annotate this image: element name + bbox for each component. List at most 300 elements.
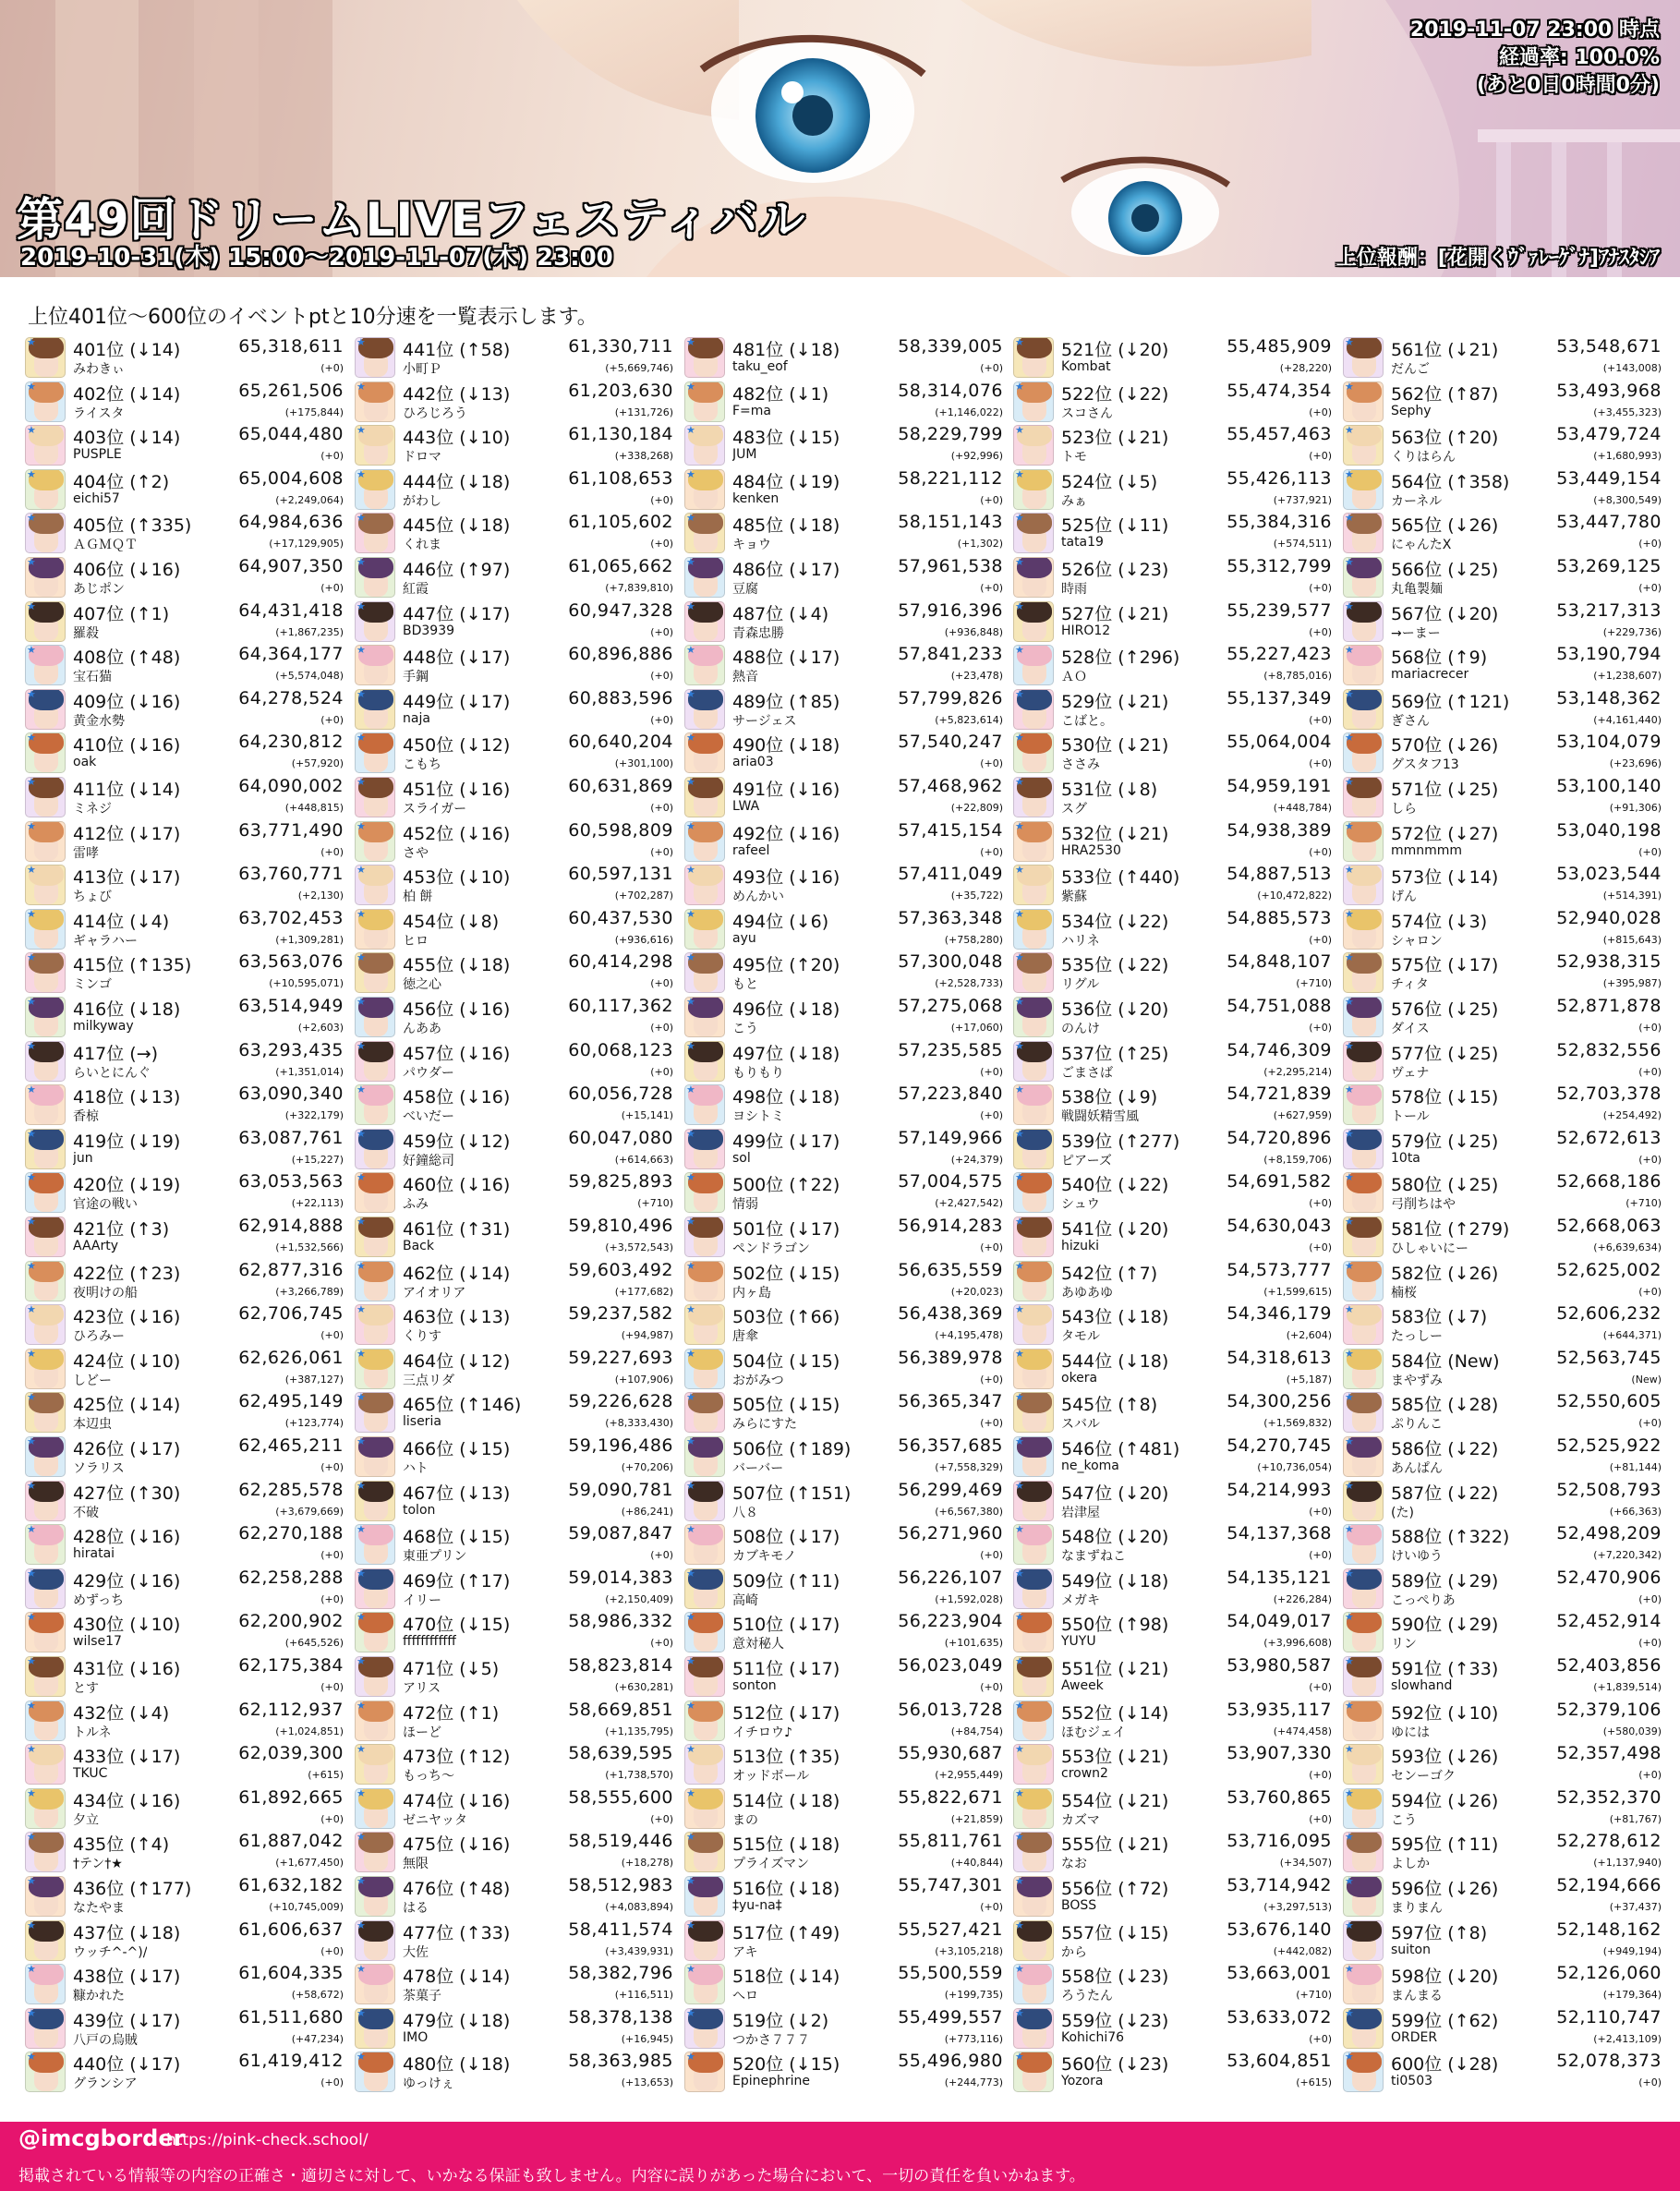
- rank-label: 418位 (↓13): [73, 1087, 181, 1108]
- rank-label: 584位 (New): [1391, 1350, 1500, 1372]
- ten-minute-speed: (+23,478): [950, 670, 1003, 683]
- ranking-entry: [1013, 1434, 1336, 1479]
- ten-minute-speed: (+3,572,543): [605, 1241, 673, 1253]
- event-points: 61,065,662: [568, 556, 673, 576]
- star-icon: ★: [27, 865, 36, 877]
- idol-avatar-icon: [1343, 1261, 1384, 1301]
- ten-minute-speed: (+66,363): [1609, 1505, 1662, 1518]
- ten-minute-speed: (+0): [980, 1901, 1003, 1913]
- producer-name: ハリネ: [1061, 933, 1100, 949]
- ranking-entry: [355, 2050, 677, 2094]
- producer-name: よしか: [1391, 1857, 1430, 1872]
- rank-label: 560位 (↓23): [1061, 2054, 1169, 2076]
- idol-avatar-icon: [684, 425, 725, 466]
- ranking-entry: [25, 950, 347, 995]
- rank-label: 556位 (↑72): [1061, 1879, 1169, 1899]
- ten-minute-speed: (+1,024,851): [275, 1725, 344, 1737]
- producer-name: ほむジェイ: [1061, 1725, 1126, 1740]
- idol-avatar-icon: [1013, 1832, 1054, 1872]
- idol-avatar-icon: [1013, 1481, 1054, 1521]
- rank-label: 528位 (↑296): [1061, 648, 1180, 669]
- ranking-entry: [25, 1347, 347, 1391]
- rank-label: 563位 (↑20): [1391, 428, 1499, 449]
- producer-name: 糠かれた: [73, 1989, 125, 2004]
- ranking-entry: [25, 555, 347, 599]
- producer-name: liseria: [403, 1414, 441, 1430]
- star-icon: ★: [27, 468, 36, 480]
- rank-label: 452位 (↓16): [403, 823, 511, 844]
- producer-name: へロ: [732, 1989, 758, 2004]
- ten-minute-speed: (+0): [1638, 1592, 1662, 1605]
- ranking-entry: [25, 1170, 347, 1215]
- ranking-entry: [684, 1567, 1007, 1611]
- ten-minute-speed: (+514,391): [1602, 890, 1662, 902]
- idol-avatar-icon: [355, 513, 395, 553]
- ten-minute-speed: (+22,113): [291, 1197, 344, 1210]
- star-icon: ★: [1015, 820, 1024, 832]
- ranking-entry: [355, 1390, 677, 1434]
- idol-avatar-icon: [25, 1832, 66, 1872]
- rank-label: 404位 (↑2): [73, 471, 170, 492]
- ranking-entry: [25, 775, 347, 819]
- idol-avatar-icon: [1343, 469, 1384, 510]
- ten-minute-speed: (+0): [650, 1637, 673, 1650]
- event-points: 54,959,191: [1227, 776, 1332, 796]
- ranking-entry: [355, 907, 677, 951]
- idol-avatar-icon: [25, 952, 66, 993]
- producer-name: アリス: [403, 1681, 441, 1696]
- rank-label: 414位 (↓4): [73, 911, 170, 932]
- ranking-entry: [355, 1654, 677, 1699]
- producer-name: 手鋼: [403, 670, 429, 685]
- ranking-entry: [684, 1786, 1007, 1831]
- star-icon: ★: [686, 820, 695, 832]
- ranking-entry: [1013, 1039, 1336, 1083]
- ranking-entry: [25, 1083, 347, 1127]
- rank-label: 514位 (↓18): [732, 1790, 840, 1811]
- producer-name: Yozora: [1061, 2074, 1104, 2089]
- ranking-entry: [355, 467, 677, 512]
- ranking-entry: [684, 863, 1007, 907]
- rank-label: 431位 (↓16): [73, 1659, 181, 1679]
- ranking-entry: [355, 511, 677, 555]
- ranking-entry: [1013, 1786, 1336, 1831]
- event-points: 62,914,888: [238, 1216, 344, 1236]
- rank-label: 438位 (↓17): [73, 1967, 181, 1988]
- ranking-entry: [25, 995, 347, 1039]
- rank-label: 482位 (↓1): [732, 383, 829, 405]
- star-icon: ★: [357, 645, 366, 657]
- ten-minute-speed: (+645,526): [284, 1637, 344, 1650]
- rank-label: 542位 (↑7): [1061, 1263, 1158, 1284]
- star-icon: ★: [357, 732, 366, 744]
- producer-name: グランシア: [73, 2076, 138, 2092]
- ten-minute-speed: (+107,906): [614, 1373, 673, 1386]
- idol-avatar-icon: [1343, 1612, 1384, 1652]
- rank-label: 417位 (→): [73, 1043, 159, 1064]
- event-points: 55,527,421: [898, 1919, 1003, 1940]
- ten-minute-speed: (+0): [650, 713, 673, 726]
- producer-name: 弓削ちはや: [1391, 1197, 1456, 1213]
- idol-avatar-icon: [684, 469, 725, 510]
- event-points: 62,626,061: [238, 1347, 344, 1368]
- star-icon: ★: [27, 2052, 36, 2064]
- event-points: 60,598,809: [568, 819, 673, 841]
- producer-name: 無限: [403, 1857, 429, 1872]
- ranking-entry: [1343, 1170, 1665, 1215]
- producer-name: ウッチ^-^)/: [73, 1944, 148, 1960]
- idol-avatar-icon: [1013, 2052, 1054, 2092]
- ten-minute-speed: (+254,492): [1602, 1109, 1662, 1122]
- rank-label: 479位 (↓18): [403, 2010, 511, 2031]
- ten-minute-speed: (+815,643): [1602, 933, 1662, 946]
- ranking-entry: [355, 995, 677, 1039]
- idol-avatar-icon: [355, 601, 395, 642]
- idol-avatar-icon: [684, 952, 725, 993]
- producer-name: 宝石猫: [73, 670, 112, 685]
- rank-label: 579位 (↓25): [1391, 1131, 1499, 1152]
- ranking-entry: [684, 1302, 1007, 1347]
- event-points: 58,823,814: [568, 1655, 673, 1676]
- idol-avatar-icon: [684, 645, 725, 685]
- producer-name: ハト: [403, 1461, 429, 1476]
- rank-label: 499位 (↓17): [732, 1131, 840, 1152]
- idol-avatar-icon: [1343, 1481, 1384, 1521]
- ten-minute-speed: (+0): [320, 1329, 344, 1342]
- event-points: 55,747,301: [898, 1875, 1003, 1895]
- producer-name: おがみつ: [732, 1373, 784, 1388]
- star-icon: ★: [27, 777, 36, 788]
- idol-avatar-icon: [1343, 1304, 1384, 1345]
- ten-minute-speed: (+1,135,795): [605, 1725, 673, 1737]
- rank-label: 475位 (↓16): [403, 1834, 511, 1856]
- ranking-entry: [1343, 380, 1665, 424]
- rank-label: 466位 (↓15): [403, 1439, 511, 1459]
- event-points: 53,493,968: [1556, 380, 1662, 401]
- ranking-entry: [1343, 1919, 1665, 1963]
- idol-avatar-icon: [1343, 1041, 1384, 1082]
- idol-avatar-icon: [1343, 381, 1384, 422]
- event-points: 55,811,761: [898, 1831, 1003, 1852]
- event-points: 55,500,559: [898, 1963, 1003, 1984]
- star-icon: ★: [27, 1524, 36, 1536]
- event-points: 57,411,049: [898, 864, 1003, 885]
- ranking-entry: [355, 1919, 677, 1963]
- ranking-column: [684, 335, 1007, 2089]
- rank-label: 596位 (↓26): [1391, 1879, 1499, 1899]
- ten-minute-speed: (+614,663): [614, 1153, 673, 1166]
- producer-name: ミネジ: [73, 802, 112, 817]
- producer-name: Kombat: [1061, 359, 1111, 374]
- star-icon: ★: [686, 1876, 695, 1887]
- ranking-entry: [1343, 995, 1665, 1039]
- star-icon: ★: [357, 1919, 366, 1931]
- star-icon: ★: [686, 337, 695, 348]
- rank-label: 571位 (↓25): [1391, 780, 1499, 800]
- event-points: 57,275,068: [898, 996, 1003, 1016]
- idol-avatar-icon: [1343, 1524, 1384, 1565]
- idol-avatar-icon: [684, 1612, 725, 1652]
- star-icon: ★: [1345, 952, 1354, 964]
- producer-name: カブキモノ: [732, 1549, 797, 1565]
- producer-name: がわし: [403, 493, 441, 509]
- star-icon: ★: [1015, 1217, 1024, 1228]
- ten-minute-speed: (+0): [980, 493, 1003, 506]
- event-points: 53,907,330: [1227, 1743, 1332, 1764]
- idol-avatar-icon: [25, 1349, 66, 1389]
- producer-name: くりはらん: [1391, 450, 1456, 466]
- star-icon: ★: [357, 2007, 366, 2019]
- ten-minute-speed: (+2,427,542): [935, 1197, 1003, 1210]
- producer-name: ぷりんこ: [1391, 1417, 1443, 1433]
- producer-name: jun: [73, 1150, 93, 1166]
- ten-minute-speed: (+101,635): [944, 1637, 1003, 1650]
- ten-minute-speed: (+0): [320, 1592, 344, 1605]
- star-icon: ★: [686, 1348, 695, 1360]
- star-icon: ★: [1345, 1919, 1354, 1931]
- idol-avatar-icon: [684, 2008, 725, 2049]
- ranking-entry: [1013, 2050, 1336, 2094]
- event-points: 60,414,298: [568, 951, 673, 973]
- ten-minute-speed: (+0): [1309, 450, 1332, 463]
- event-points: 57,235,585: [898, 1039, 1003, 1060]
- ranking-entry: [25, 2050, 347, 2094]
- idol-avatar-icon: [25, 777, 66, 817]
- ten-minute-speed: (+37,437): [1609, 1901, 1662, 1913]
- star-icon: ★: [686, 2007, 695, 2019]
- producer-name: sonton: [732, 1678, 777, 1693]
- idol-avatar-icon: [355, 1656, 395, 1697]
- event-points: 58,512,983: [568, 1875, 673, 1895]
- ten-minute-speed: (+23,696): [1609, 757, 1662, 770]
- producer-name: hiratai: [73, 1546, 115, 1562]
- idol-avatar-icon: [355, 645, 395, 685]
- producer-name: ＡＯ: [1061, 670, 1087, 685]
- idol-avatar-icon: [355, 1568, 395, 1609]
- ten-minute-speed: (+94,987): [621, 1329, 673, 1342]
- idol-avatar-icon: [25, 1612, 66, 1652]
- rank-label: 403位 (↓14): [73, 428, 181, 449]
- star-icon: ★: [686, 777, 695, 788]
- idol-avatar-icon: [684, 1832, 725, 1872]
- rank-label: 516位 (↓18): [732, 1879, 840, 1899]
- rank-label: 586位 (↓22): [1391, 1439, 1499, 1459]
- ten-minute-speed: (+710): [1626, 1197, 1662, 1210]
- ten-minute-speed: (+0): [1638, 845, 1662, 858]
- producer-name: ayu: [732, 930, 756, 946]
- ranking-entry: [1343, 1390, 1665, 1434]
- ranking-entry: [1343, 1302, 1665, 1347]
- ranking-entry: [684, 1830, 1007, 1874]
- event-points: 65,004,608: [238, 467, 344, 489]
- ten-minute-speed: (+0): [1309, 625, 1332, 638]
- ten-minute-speed: (+2,150,409): [605, 1592, 673, 1605]
- star-icon: ★: [1015, 1876, 1024, 1887]
- producer-name: 柏 餅: [403, 890, 433, 905]
- idol-avatar-icon: [1013, 1129, 1054, 1169]
- idol-avatar-icon: [684, 1261, 725, 1301]
- idol-avatar-icon: [684, 2052, 725, 2092]
- rank-label: 440位 (↓17): [73, 2054, 181, 2076]
- rank-label: 455位 (↓18): [403, 955, 511, 976]
- ranking-entry: [355, 1479, 677, 1523]
- producer-name: 意対秘人: [732, 1637, 784, 1652]
- ten-minute-speed: (+17,060): [950, 1022, 1003, 1034]
- producer-name: 豆腐: [732, 582, 758, 597]
- ranking-entry: [355, 423, 677, 467]
- event-points: 57,223,840: [898, 1083, 1003, 1105]
- rank-label: 569位 (↑121): [1391, 691, 1510, 712]
- event-points: 53,190,794: [1556, 644, 1662, 665]
- star-icon: ★: [1345, 1964, 1354, 1976]
- star-icon: ★: [686, 1700, 695, 1712]
- rank-label: 552位 (↓14): [1061, 1702, 1169, 1724]
- ten-minute-speed: (+773,116): [944, 2032, 1003, 2045]
- star-icon: ★: [686, 1084, 695, 1096]
- idol-avatar-icon: [1343, 1964, 1384, 2004]
- idol-avatar-icon: [25, 645, 66, 685]
- idol-avatar-icon: [684, 1481, 725, 1521]
- rank-label: 592位 (↓10): [1391, 1702, 1499, 1724]
- event-points: 57,468,962: [898, 776, 1003, 796]
- star-icon: ★: [686, 600, 695, 612]
- star-icon: ★: [686, 1392, 695, 1404]
- ranking-entry: [1013, 1390, 1336, 1434]
- ten-minute-speed: (+0): [320, 2076, 344, 2089]
- ten-minute-speed: (+0): [650, 845, 673, 858]
- event-points: 55,485,909: [1227, 336, 1332, 357]
- rank-label: 460位 (↓16): [403, 1175, 511, 1196]
- ranking-entry: [1343, 950, 1665, 995]
- rank-label: 477位 (↑33): [403, 1922, 511, 1943]
- producer-name: 小町Ｐ: [403, 362, 441, 377]
- star-icon: ★: [357, 557, 366, 568]
- rank-label: 578位 (↓15): [1391, 1087, 1499, 1108]
- ten-minute-speed: (+0): [1638, 1065, 1662, 1078]
- star-icon: ★: [27, 1260, 36, 1272]
- idol-avatar-icon: [25, 2052, 66, 2092]
- rank-label: 551位 (↓21): [1061, 1659, 1169, 1679]
- idol-avatar-icon: [1343, 821, 1384, 862]
- ten-minute-speed: (+226,284): [1273, 1592, 1332, 1605]
- ten-minute-speed: (+177,682): [614, 1285, 673, 1298]
- rank-label: 494位 (↓6): [732, 911, 829, 932]
- ten-minute-speed: (+2,249,064): [275, 493, 344, 506]
- producer-name: eichi57: [73, 490, 120, 506]
- star-icon: ★: [1015, 1348, 1024, 1360]
- ten-minute-speed: (+448,784): [1273, 802, 1332, 814]
- rank-label: 426位 (↓17): [73, 1439, 181, 1459]
- star-icon: ★: [357, 1217, 366, 1228]
- rank-label: 454位 (↓8): [403, 911, 500, 932]
- ten-minute-speed: (+0): [1309, 933, 1332, 946]
- star-icon: ★: [27, 1964, 36, 1976]
- event-points: 63,702,453: [238, 907, 344, 928]
- star-icon: ★: [1015, 1700, 1024, 1712]
- star-icon: ★: [686, 952, 695, 964]
- ten-minute-speed: (+58,672): [291, 1989, 344, 2002]
- ranking-entry: [684, 1170, 1007, 1215]
- producer-name: イリー: [403, 1592, 441, 1608]
- star-icon: ★: [1345, 1744, 1354, 1756]
- event-points: 56,635,559: [898, 1259, 1003, 1280]
- ranking-entry: [1013, 2006, 1336, 2051]
- star-icon: ★: [27, 1436, 36, 1447]
- rank-label: 503位 (↑66): [732, 1307, 840, 1328]
- idol-avatar-icon: [355, 1701, 395, 1741]
- event-points: 54,049,017: [1227, 1611, 1332, 1632]
- ten-minute-speed: (+0): [980, 362, 1003, 374]
- ranking-entry: [1013, 511, 1336, 555]
- event-points: 54,751,088: [1227, 996, 1332, 1016]
- event-points: 53,980,587: [1227, 1655, 1332, 1676]
- ten-minute-speed: (+0): [980, 1417, 1003, 1430]
- ranking-entry: [1013, 1259, 1336, 1303]
- ten-minute-speed: (+0): [1309, 1812, 1332, 1825]
- site-link[interactable]: https://pink-check.school/: [166, 2131, 369, 2149]
- producer-name: ORDER: [1391, 2029, 1438, 2045]
- star-icon: ★: [1345, 1876, 1354, 1887]
- rank-label: 511位 (↓17): [732, 1659, 840, 1679]
- ten-minute-speed: (+0): [320, 1812, 344, 1825]
- star-icon: ★: [1015, 468, 1024, 480]
- event-points: 64,431,418: [238, 599, 344, 621]
- ten-minute-speed: (+0): [650, 1549, 673, 1562]
- idol-avatar-icon: [25, 1568, 66, 1609]
- rank-label: 573位 (↓14): [1391, 867, 1499, 889]
- producer-name: パウダー: [403, 1065, 454, 1081]
- rank-label: 545位 (↑8): [1061, 1395, 1158, 1416]
- idol-avatar-icon: [1343, 1656, 1384, 1697]
- idol-avatar-icon: [355, 1392, 395, 1433]
- rank-label: 463位 (↓13): [403, 1307, 511, 1328]
- ten-minute-speed: (+0): [1638, 1153, 1662, 1166]
- event-points: 52,498,209: [1556, 1523, 1662, 1544]
- idol-avatar-icon: [1013, 1524, 1054, 1565]
- idol-avatar-icon: [355, 1436, 395, 1477]
- producer-name: ひろじろう: [403, 406, 467, 421]
- idol-avatar-icon: [355, 1129, 395, 1169]
- idol-avatar-icon: [684, 557, 725, 598]
- idol-avatar-icon: [684, 821, 725, 862]
- twitter-handle[interactable]: @imcgborder: [18, 2125, 185, 2151]
- rank-label: 577位 (↓25): [1391, 1043, 1499, 1064]
- event-points: 53,447,780: [1556, 512, 1662, 533]
- ten-minute-speed: (+0): [1309, 757, 1332, 770]
- ranking-entry: [25, 380, 347, 424]
- rank-label: 580位 (↓25): [1391, 1175, 1499, 1196]
- rank-label: 536位 (↓20): [1061, 999, 1169, 1020]
- ranking-entry: [1013, 1830, 1336, 1874]
- idol-avatar-icon: [1343, 1920, 1384, 1961]
- ranking-entry: [1013, 467, 1336, 512]
- event-points: 52,668,186: [1556, 1171, 1662, 1192]
- ten-minute-speed: (+123,774): [284, 1417, 344, 1430]
- event-points: 55,064,004: [1227, 732, 1332, 753]
- ranking-entry: [355, 1830, 677, 1874]
- event-points: 57,540,247: [898, 732, 1003, 753]
- star-icon: ★: [686, 865, 695, 877]
- idol-avatar-icon: [25, 997, 66, 1037]
- rank-label: 411位 (↓14): [73, 780, 181, 800]
- producer-name: ヒロ: [403, 933, 429, 949]
- ranking-entry: [25, 1567, 347, 1611]
- ranking-entry: [25, 599, 347, 644]
- ranking-entry: [1013, 643, 1336, 687]
- producer-name: 紫蘇: [1061, 890, 1087, 905]
- idol-avatar-icon: [25, 821, 66, 862]
- idol-avatar-icon: [1013, 821, 1054, 862]
